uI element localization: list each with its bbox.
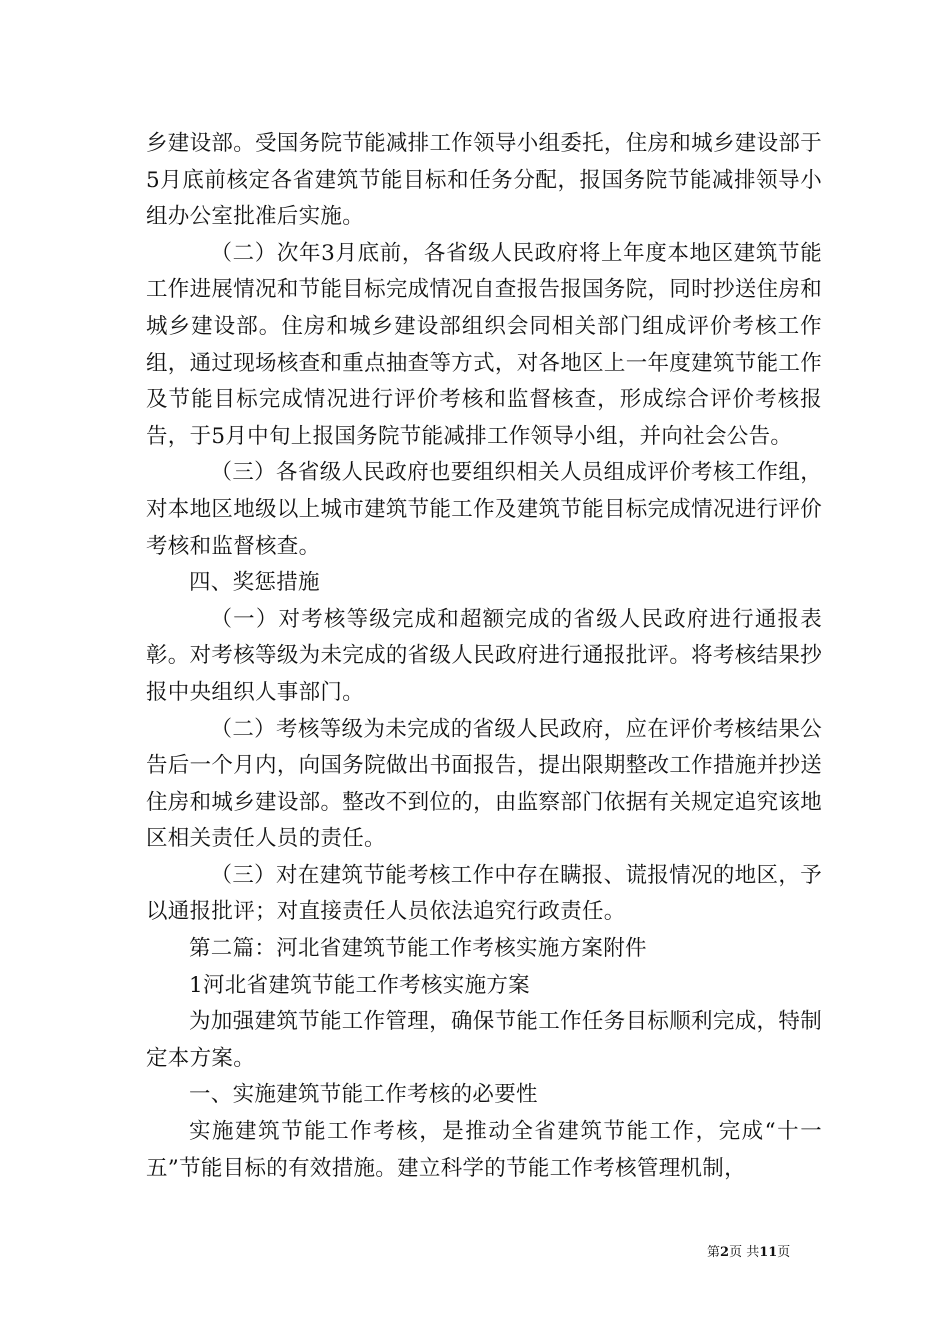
paragraph: （二）次年3月底前，各省级人民政府将上年度本地区建筑节能工作进展情况和节能目标完成情况自查报告报国务院，同时抄送住房和城乡建设部。住房和城乡建设部组织会同相关部门组成评价考核工作组，通过现场核查和重点抽查等方式，对各地区上一年度建筑节能工作及节能目标完成情况进行评价考核和监督核查，形成综合评价考核报告，于5月中旬上报国务院节能减排工作领导小组，并向社会公告。 bbox=[146, 240, 822, 449]
section-heading: 四、奖惩措施 bbox=[189, 570, 320, 596]
paragraph: （三）对在建筑节能考核工作中存在瞒报、谎报情况的地区，予以通报批评；对直接责任人员依法追究行政责任。 bbox=[146, 862, 822, 925]
part-title: 第二篇：河北省建筑节能工作考核实施方案附件 bbox=[189, 936, 647, 962]
paragraph: （三）各省级人民政府也要组织相关人员组成评价考核工作组，对本地区地级以上城市建筑节能工作及建筑节能目标完成情况进行评价考核和监督核查。 bbox=[146, 460, 822, 559]
footer-prefix: 第 bbox=[707, 1245, 721, 1260]
paragraph: （一）对考核等级完成和超额完成的省级人民政府进行通报表彰。对考核等级为未完成的省级人民政府进行通报批评。将考核结果抄报中央组织人事部门。 bbox=[146, 606, 822, 705]
footer-suffix: 页 bbox=[777, 1245, 791, 1260]
total-pages-number: 11 bbox=[759, 1245, 778, 1260]
paragraph: （二）考核等级为未完成的省级人民政府，应在评价考核结果公告后一个月内，向国务院做出书面报告，提出限期整改工作措施并抄送住房和城乡建设部。整改不到位的，由监察部门依据有关规定追究该地区相关责任人员的责任。 bbox=[146, 716, 822, 852]
paragraph: 乡建设部。受国务院节能减排工作领导小组委托，住房和城乡建设部于5月底前核定各省建筑节能目标和任务分配，报国务院节能减排领导小组办公室批准后实施。 bbox=[146, 131, 822, 230]
document-body bbox=[146, 126, 822, 1187]
section-heading: 一、实施建筑节能工作考核的必要性 bbox=[189, 1082, 538, 1108]
document-title: 1河北省建筑节能工作考核实施方案 bbox=[189, 972, 530, 998]
current-page-number: 2 bbox=[720, 1245, 730, 1260]
paragraph: 为加强建筑节能工作管理，确保节能工作任务目标顺利完成，特制定本方案。 bbox=[146, 1009, 822, 1071]
page-number-footer bbox=[707, 1245, 790, 1261]
footer-middle: 页 共 bbox=[729, 1245, 760, 1260]
paragraph: 实施建筑节能工作考核，是推动全省建筑节能工作，完成“十一五”节能目标的有效措施。建立科学的节能工作考核管理机制， bbox=[146, 1119, 822, 1181]
